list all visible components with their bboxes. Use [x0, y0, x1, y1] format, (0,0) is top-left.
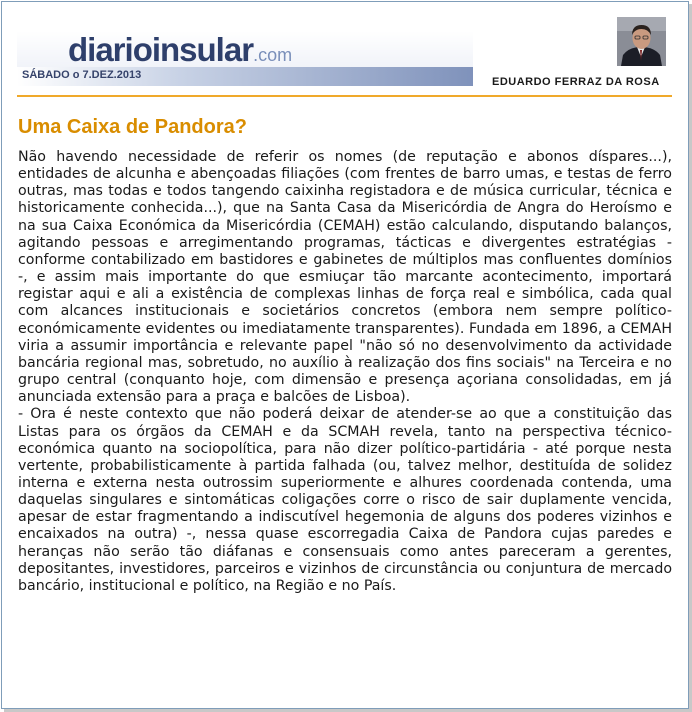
article-paragraph: Não havendo necessidade de referir os nomes (de reputação e abonos díspares...), entidades de alcunha e abençoadas filiações (com frentes de barro umas, e testas de ferro outras, mas todas e todos tangendo caixinha registadora e de música curricular, técnica e historicamente conhecida...), que na Santa Casa da Misericórdia de Angra do Heroísmo e na sua Caixa Económica da Misericórdia (CEMAH) estão calculando, disputando balanços, agitando pessoas e arregimentando programas, tácticas e divergentes estratégias - conforme contabilizado em bastidores e gabinetes de múltiplos mas confluentes domínios -, e assim mais importante do que esmiuçar tão marcante acontecimento, importará registar aqui e ali a existência de complexas linhas de força real e simbólica, cada qual com alcances institucionais e societários concretos (embora nem sempre político-económicamente evidentes ou imediatamente transparentes). Fundada em 1896, a CEMAH viria a assumir importância e relevante papel "não só no desenvolvimento da actividade bancária regional mas, sobretudo, no auxílio à realização dos fins sociais" na Terceira e no grupo central (conquanto hoje, com dimensão e presença açoriana consolidadas, em já anunciada extensão para a praça e balcões de Lisboa).: [18, 149, 672, 406]
author-name: EDUARDO FERRAZ DA ROSA: [492, 76, 660, 88]
logo-text: diarioinsular: [68, 31, 254, 68]
newspaper-logo: [68, 31, 292, 69]
publication-date: SÁBADO o 7.DEZ.2013: [22, 69, 142, 81]
article-body: [18, 149, 672, 595]
article-title: Uma Caixa de Pandora?: [18, 116, 247, 138]
article-paragraph: - Ora é neste contexto que não poderá deixar de atender-se ao que a constituição das Listas para os órgãos da CEMAH e da SCMAH revela, tanto na perspectiva técnico-económica quanto na sociopolítica, para não dizer político-partidária - até porque nesta vertente, probabilisticamente à partida falhada (ou, talvez melhor, destituída de solidez interna e externa nesta outrossim superiormente e alhures coordenada contenda, uma daquelas singulares e sintomáticas coligações corre o risco de sair duplamente vencida, apesar de estar fragmentando a indiscutível hegemonia de alguns dos poderes vizinhos e encaixados na outra) -, nessa quase escorregadia Caixa de Pandora cujas paredes e heranças não serão tão diáfanas e consensuais como antes pareceram a gerentes, depositantes, investidores, parceiros e vizinhos de circunstância ou conjuntura de mercado bancário, institucional e político, na Região e no País.: [18, 406, 672, 594]
author-photo: [617, 17, 666, 66]
header-divider: [17, 95, 672, 97]
logo-domain: .com: [253, 45, 293, 65]
author-portrait-icon: [617, 17, 666, 66]
